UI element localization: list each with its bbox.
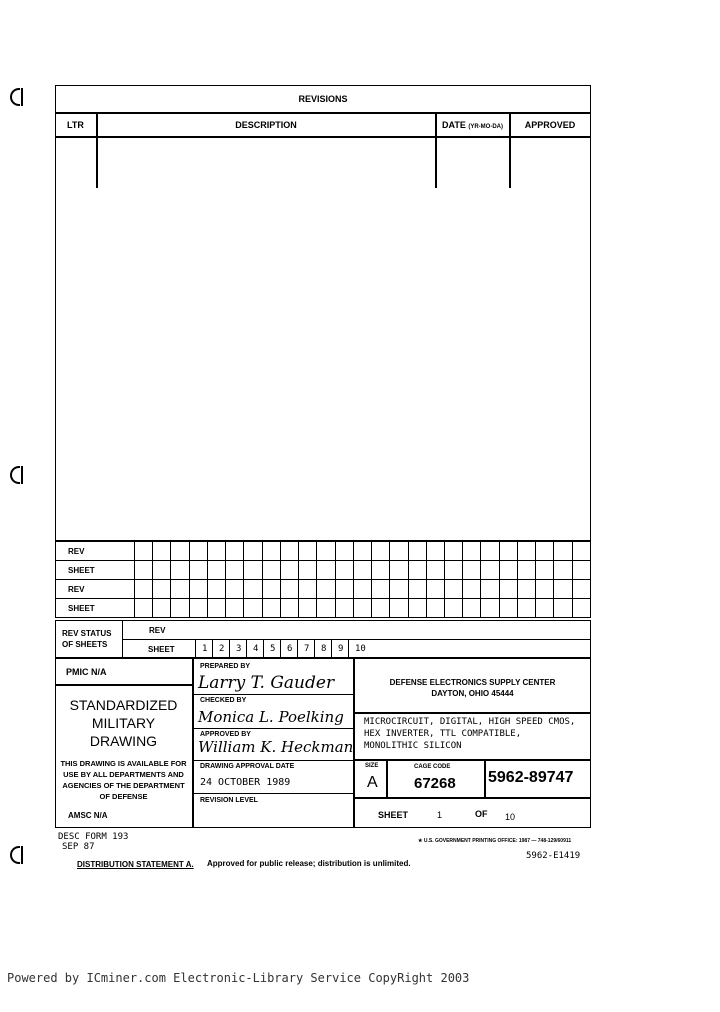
sheet-number-cell: 5 bbox=[263, 640, 280, 658]
sheet-row-1-label: SHEET bbox=[56, 561, 135, 580]
col-approved-label: APPROVED bbox=[524, 120, 576, 130]
col-divider-1 bbox=[96, 112, 98, 188]
grid-cell bbox=[372, 542, 390, 561]
grid-cell bbox=[499, 561, 517, 580]
grid-cell bbox=[408, 580, 426, 599]
cage-divider bbox=[484, 759, 486, 797]
sheet-row-1 bbox=[56, 561, 591, 580]
agency-divider bbox=[353, 712, 591, 714]
grid-cell bbox=[408, 561, 426, 580]
sig-divider-1 bbox=[192, 694, 353, 695]
grid-cell bbox=[444, 542, 462, 561]
pmic-divider bbox=[55, 684, 192, 686]
title-line-2: MILITARY bbox=[91, 715, 156, 731]
grid-cell bbox=[207, 599, 225, 618]
grid-cell bbox=[135, 561, 153, 580]
grid-cell bbox=[353, 599, 371, 618]
of-label: OF bbox=[475, 809, 488, 819]
cage-code-value: 67268 bbox=[414, 775, 456, 792]
grid-cell bbox=[517, 561, 535, 580]
rev-status-label: REV STATUS OF SHEETS bbox=[62, 629, 112, 649]
rev-row-1 bbox=[56, 542, 591, 561]
grid-cell bbox=[280, 580, 298, 599]
grid-cell bbox=[135, 542, 153, 561]
grid-cell bbox=[463, 599, 481, 618]
agency-name: DEFENSE ELECTRONICS SUPPLY CENTER bbox=[389, 678, 556, 687]
grid-cell bbox=[317, 580, 335, 599]
col-date-text: DATE bbox=[441, 120, 466, 130]
binder-hole-top bbox=[10, 88, 20, 106]
sig-divider-2 bbox=[192, 728, 353, 729]
grid-cell bbox=[499, 542, 517, 561]
pmic-label: PMIC N/A bbox=[66, 667, 107, 677]
grid-cell bbox=[262, 599, 280, 618]
grid-cell bbox=[353, 561, 371, 580]
size-label: SIZE bbox=[365, 763, 379, 769]
grid-cell bbox=[171, 580, 189, 599]
grid-cell bbox=[299, 542, 317, 561]
grid-cell bbox=[207, 580, 225, 599]
grid-cell bbox=[335, 561, 353, 580]
drawing-number: 5962-89747 bbox=[488, 769, 574, 786]
grid-cell bbox=[572, 542, 590, 561]
col-date-label bbox=[436, 120, 509, 130]
description-line-2: HEX INVERTER, TTL COMPATIBLE, bbox=[364, 729, 522, 739]
distribution-statement-text: Approved for public release; distribution is unlimited. bbox=[207, 859, 411, 868]
grid-cell bbox=[572, 599, 590, 618]
sig-divider-4 bbox=[192, 793, 353, 794]
grid-cell bbox=[153, 542, 171, 561]
sheet-number-cell: 6 bbox=[280, 640, 297, 658]
checked-by-signature: Monica L. Poelking bbox=[198, 708, 344, 726]
grid-cell bbox=[390, 542, 408, 561]
sheet-label: SHEET bbox=[378, 810, 409, 820]
distribution-statement-label: DISTRIBUTION STATEMENT A. bbox=[77, 860, 194, 869]
sheet-number-cell: 2 bbox=[212, 640, 229, 658]
grid-cell bbox=[262, 580, 280, 599]
grid-cell bbox=[171, 561, 189, 580]
grid-cell bbox=[408, 599, 426, 618]
grid-cell bbox=[554, 599, 572, 618]
grid-cell bbox=[372, 580, 390, 599]
form-number: DESC FORM 193 bbox=[58, 832, 129, 842]
grid-cell bbox=[262, 542, 280, 561]
prepared-by-signature: Larry T. Gauder bbox=[198, 673, 335, 693]
rev-status-grid bbox=[55, 541, 591, 618]
grid-cell bbox=[426, 561, 444, 580]
grid-cell bbox=[481, 599, 499, 618]
title-block-v1 bbox=[192, 658, 194, 828]
grid-cell bbox=[226, 561, 244, 580]
grid-cell bbox=[317, 599, 335, 618]
grid-cell bbox=[153, 599, 171, 618]
grid-cell bbox=[463, 542, 481, 561]
grid-cell bbox=[444, 580, 462, 599]
grid-cell bbox=[135, 580, 153, 599]
grid-cell bbox=[353, 542, 371, 561]
grid-cell bbox=[554, 561, 572, 580]
binder-hole-middle bbox=[10, 466, 20, 484]
grid-cell bbox=[499, 599, 517, 618]
grid-cell bbox=[244, 580, 262, 599]
prepared-by-label: PREPARED BY bbox=[200, 663, 251, 670]
col-divider-2 bbox=[435, 112, 437, 188]
sheet-number-cell: 4 bbox=[246, 640, 263, 658]
grid-cell bbox=[153, 580, 171, 599]
cage-code-label: CAGE CODE bbox=[414, 764, 451, 770]
grid-cell bbox=[244, 561, 262, 580]
grid-cell bbox=[444, 561, 462, 580]
rev-row-2-label: REV bbox=[56, 580, 135, 599]
rev-row-1-label: REV bbox=[56, 542, 135, 561]
col-divider-3 bbox=[509, 112, 511, 188]
grid-cell bbox=[335, 580, 353, 599]
grid-cell bbox=[572, 561, 590, 580]
grid-cell bbox=[372, 599, 390, 618]
sheet-number-cell: 1 bbox=[195, 640, 212, 658]
rev-status-rev-label: REV bbox=[149, 626, 166, 635]
col-description-label: DESCRIPTION bbox=[235, 120, 297, 130]
approval-date: 24 OCTOBER 1989 bbox=[200, 777, 291, 788]
form-date: SEP 87 bbox=[62, 842, 95, 852]
grid-cell bbox=[244, 599, 262, 618]
approved-by-signature: William K. Heckman bbox=[198, 738, 354, 756]
grid-cell bbox=[317, 542, 335, 561]
availability-notice: THIS DRAWING IS AVAILABLE FOR USE BY ALL DEPARTMENTS AND AGENCIES OF THE DEPARTMENT OF DEFENSE bbox=[60, 759, 187, 801]
approved-by-label: APPROVED BY bbox=[200, 731, 251, 738]
grid-cell bbox=[372, 561, 390, 580]
grid-cell bbox=[244, 542, 262, 561]
gpo-notice: ★ U.S. GOVERNMENT PRINTING OFFICE: 1987 — 748-129/60911 bbox=[418, 838, 572, 844]
sheet-number: 1 bbox=[437, 810, 443, 820]
grid-cell bbox=[536, 599, 554, 618]
sheet-number-cell: 7 bbox=[297, 640, 314, 658]
grid-cell bbox=[262, 561, 280, 580]
grid-cell bbox=[426, 542, 444, 561]
grid-cell bbox=[189, 561, 207, 580]
grid-cell bbox=[335, 542, 353, 561]
grid-cell bbox=[499, 580, 517, 599]
size-divider bbox=[386, 759, 388, 797]
grid-cell bbox=[207, 561, 225, 580]
grid-cell bbox=[317, 561, 335, 580]
grid-cell bbox=[517, 580, 535, 599]
revision-level-label: REVISION LEVEL bbox=[200, 797, 258, 804]
grid-cell bbox=[390, 599, 408, 618]
title-line-3: DRAWING bbox=[89, 733, 158, 749]
rev-status-sheet-label: SHEET bbox=[148, 645, 175, 654]
sheet-number-cell: 3 bbox=[229, 640, 246, 658]
grid-cell bbox=[280, 561, 298, 580]
total-sheets: 10 bbox=[505, 812, 516, 822]
document-number: 5962-E1419 bbox=[526, 851, 581, 861]
sheet-row-2 bbox=[56, 599, 591, 618]
grid-cell bbox=[226, 599, 244, 618]
standardized-military-drawing bbox=[55, 696, 192, 750]
grid-cell bbox=[536, 580, 554, 599]
sheet-row-2-label: SHEET bbox=[56, 599, 135, 618]
grid-cell bbox=[353, 580, 371, 599]
grid-cell bbox=[189, 580, 207, 599]
grid-cell bbox=[335, 599, 353, 618]
revisions-title: REVISIONS bbox=[298, 94, 348, 104]
grid-cell bbox=[517, 542, 535, 561]
grid-cell bbox=[390, 561, 408, 580]
size-value: A bbox=[367, 774, 378, 791]
grid-cell bbox=[481, 580, 499, 599]
grid-cell bbox=[572, 580, 590, 599]
sheet-number-cell: 8 bbox=[314, 640, 331, 658]
grid-cell bbox=[481, 561, 499, 580]
grid-cell bbox=[463, 580, 481, 599]
sig-divider-3 bbox=[192, 760, 353, 761]
grid-cell bbox=[517, 599, 535, 618]
grid-cell bbox=[554, 580, 572, 599]
col-date-format: (YR-MO-DA) bbox=[468, 124, 504, 130]
grid-cell bbox=[189, 542, 207, 561]
grid-cell bbox=[390, 580, 408, 599]
sheet-divider bbox=[353, 797, 591, 799]
description-line-1: MICROCIRCUIT, DIGITAL, HIGH SPEED CMOS, bbox=[364, 717, 576, 727]
grid-cell bbox=[536, 542, 554, 561]
sheet-number-cell: 10 bbox=[348, 640, 365, 658]
title-line-1: STANDARDIZED bbox=[69, 697, 178, 713]
grid-cell bbox=[426, 599, 444, 618]
checked-by-label: CHECKED BY bbox=[200, 697, 247, 704]
grid-cell bbox=[171, 542, 189, 561]
grid-cell bbox=[207, 542, 225, 561]
rev-row-2 bbox=[56, 580, 591, 599]
description-divider bbox=[353, 759, 591, 761]
part-description bbox=[364, 716, 575, 752]
agency-location: DAYTON, OHIO 45444 bbox=[431, 689, 514, 698]
grid-cell bbox=[226, 580, 244, 599]
grid-cell bbox=[280, 542, 298, 561]
description-line-3: MONOLITHIC SILICON bbox=[364, 741, 462, 751]
grid-cell bbox=[135, 599, 153, 618]
grid-cell bbox=[554, 542, 572, 561]
grid-cell bbox=[463, 561, 481, 580]
sheet-number-cell: 9 bbox=[331, 640, 348, 658]
col-ltr-label: LTR bbox=[67, 120, 84, 130]
grid-cell bbox=[226, 542, 244, 561]
binder-hole-bottom bbox=[10, 846, 20, 864]
grid-cell bbox=[299, 599, 317, 618]
grid-cell bbox=[444, 599, 462, 618]
amsc-label: AMSC N/A bbox=[68, 811, 108, 820]
grid-cell bbox=[280, 599, 298, 618]
powered-by-footer: Powered by ICminer.com Electronic-Library Service CopyRight 2003 bbox=[7, 971, 470, 985]
grid-cell bbox=[171, 599, 189, 618]
grid-cell bbox=[189, 599, 207, 618]
grid-cell bbox=[481, 542, 499, 561]
grid-cell bbox=[299, 580, 317, 599]
approval-date-label: DRAWING APPROVAL DATE bbox=[200, 763, 295, 770]
grid-cell bbox=[426, 580, 444, 599]
grid-cell bbox=[153, 561, 171, 580]
grid-cell bbox=[299, 561, 317, 580]
grid-cell bbox=[536, 561, 554, 580]
grid-cell bbox=[408, 542, 426, 561]
